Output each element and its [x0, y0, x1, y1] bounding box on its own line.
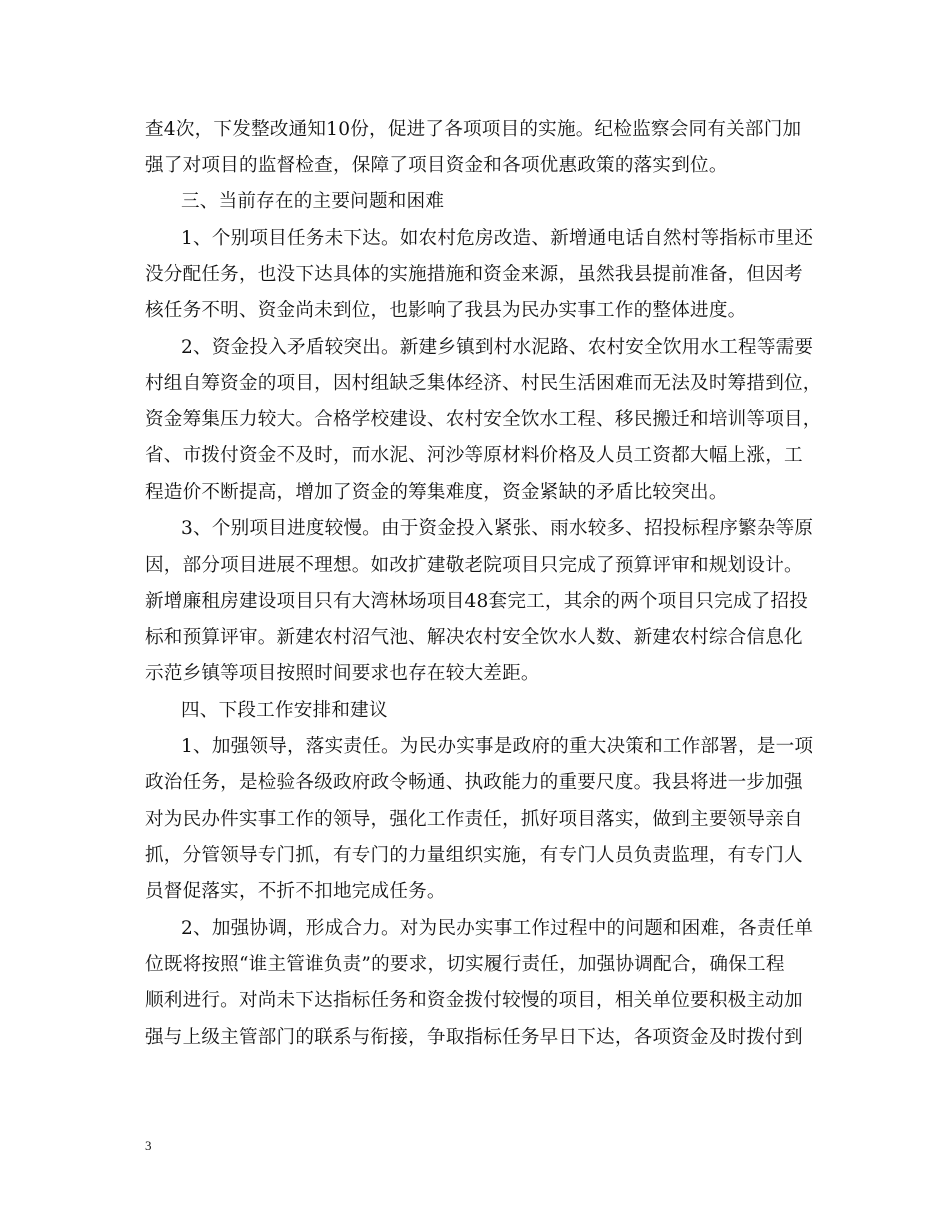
body-text-line: 查4次，下发整改通知10份，促进了各项项目的实施。纪检监察会同有关部门加: [145, 119, 802, 140]
body-text-line: 村组自筹资金的项目，因村组缺乏集体经济、村民生活困难而无法及时筹措到位，: [145, 373, 822, 394]
body-text-line: 抓，分管领导专门抓，有专门的力量组织实施，有专门人员负责监理，有专门人: [145, 845, 803, 866]
body-text-line: 2、资金投入矛盾较突出。新建乡镇到村水泥路、农村安全饮用水工程等需要: [181, 337, 814, 358]
body-text-line: 省、市拨付资金不及时，而水泥、河沙等原材料价格及人员工资都大幅上涨，工: [145, 445, 803, 466]
body-text-line: 示范乡镇等项目按照时间要求也存在较大差距。: [145, 663, 540, 684]
body-text-line: 对为民办件实事工作的领导，强化工作责任，抓好项目落实，做到主要领导亲自: [145, 809, 803, 830]
body-text-line: 2、加强协调，形成合力。对为民办实事工作过程中的问题和困难，各责任单: [181, 918, 814, 939]
body-text-line: 没分配任务，也没下达具体的实施措施和资金来源，虽然我县提前准备，但因考: [145, 264, 803, 285]
body-text-line: 核任务不明、资金尚未到位，也影响了我县为民办实事工作的整体进度。: [145, 300, 747, 321]
body-text-line: 员督促落实，不折不扣地完成任务。: [145, 881, 446, 902]
body-text-line: 政治任务，是检验各级政府政令畅通、执政能力的重要尺度。我县将进一步加强: [145, 772, 803, 793]
body-text-line: 新增廉租房建设项目只有大湾林场项目48套完工，其余的两个项目只完成了招投: [145, 591, 809, 612]
body-text-line: 顺利进行。对尚未下达指标任务和资金拨付较慢的项目，相关单位要积极主动加: [145, 990, 803, 1011]
body-text-line: 3、个别项目进度较慢。由于资金投入紧张、雨水较多、招投标程序繁杂等原: [181, 518, 814, 539]
body-text-line: 强与上级主管部门的联系与衔接，争取指标任务早日下达，各项资金及时拨付到: [145, 1027, 803, 1048]
body-text-line: 标和预算评审。新建农村沼气池、解决农村安全饮水人数、新建农村综合信息化: [145, 627, 803, 648]
body-text-line: 强了对项目的监督检查，保障了项目资金和各项优惠政策的落实到位。: [145, 155, 728, 176]
page-number: 3: [145, 1138, 152, 1153]
body-text-line: 程造价不断提高，增加了资金的筹集难度，资金紧缺的矛盾比较突出。: [145, 482, 728, 503]
section-heading: 四、下段工作安排和建议: [181, 700, 388, 721]
body-text-line: 资金筹集压力较大。合格学校建设、农村安全饮水工程、移民搬迁和培训等项目，: [145, 409, 822, 430]
body-text-line: 位既将按照“谁主管谁负责”的要求，切实履行责任，加强协调配合，确保工程: [145, 954, 785, 975]
body-text-line: 因，部分项目进展不理想。如改扩建敬老院项目只完成了预算评审和规划设计。: [145, 555, 803, 576]
section-heading: 三、当前存在的主要问题和困难: [181, 191, 445, 212]
body-text-line: 1、加强领导，落实责任。为民办实事是政府的重大决策和工作部署，是一项: [181, 736, 814, 757]
body-text-line: 1、个别项目任务未下达。如农村危房改造、新增通电话自然村等指标市里还: [181, 228, 814, 249]
